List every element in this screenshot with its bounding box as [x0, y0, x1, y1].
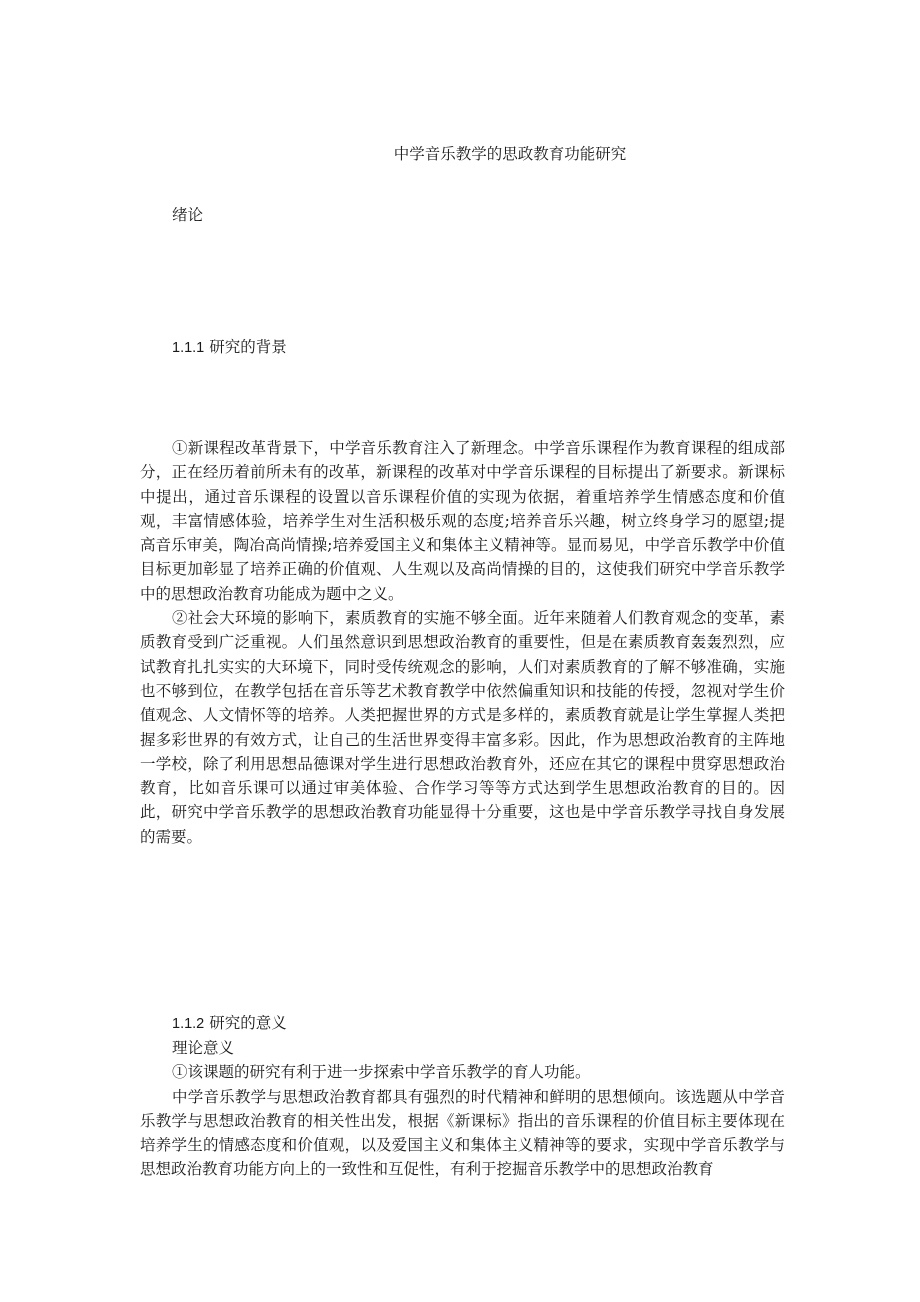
section-heading-background [172, 336, 287, 359]
section-title: 研究的背景 [209, 338, 287, 356]
section-title: 研究的意义 [209, 1014, 287, 1032]
background-section-body [140, 436, 785, 849]
background-paragraph: ①新课程改革背景下，中学音乐教育注入了新理念。中学音乐课程作为教育课程的组成部分，正在经历着前所未有的改革，新课程的改革对中学音乐课程的目标提出了新要求。新课标中提出，通过音乐课程的设置以音乐课程价值的实现为依据，着重培养学生情感态度和价值观，丰富情感体验，培养学生对生活积极乐观的态度;培养音乐兴趣，树立终身学习的愿望;提高音乐审美，陶冶高尚情操;培养爱国主义和集体主义精神等。显而易见，中学音乐教学中价值目标更加彰显了培养正确的价值观、人生观以及高尚情操的目的，这使我们研究中学音乐教学中的思想政治教育功能成为题中之义。 [140, 439, 785, 603]
significance-point: ①该课题的研究有利于进一步探索中学音乐教学的育人功能。 [172, 1063, 591, 1082]
section-heading-significance [172, 1012, 287, 1035]
intro-heading: 绪论 [172, 206, 204, 224]
significance-paragraph: 中学音乐教学与思想政治教育都具有强烈的时代精神和鲜明的思想倾向。该选题从中学音乐教学与思想政治教育的相关性出发，根据《新课标》指出的音乐课程的价值目标主要体现在培养学生的情感态度和价值观，以及爱国主义和集体主义精神等的要求，实现中学音乐教学与思想政治教育功能方向上的一致性和互促性，有利于挖掘音乐教学中的思想政治教育 [140, 1087, 785, 1179]
significance-section-body [140, 1036, 785, 1182]
section-number: 1.1.2 [172, 1016, 205, 1032]
document-title: 中学音乐教学的思政教育功能研究 [393, 145, 627, 163]
theory-subheading: 理论意义 [172, 1039, 235, 1057]
background-paragraph: ②社会大环境的影响下，素质教育的实施不够全面。近年来随着人们教育观念的变革，素质教育受到广泛重视。人们虽然意识到思想政治教育的重要性，但是在素质教育轰轰烈烈，应试教育扎扎实实的大环境下，同时受传统观念的影响，人们对素质教育的了解不够准确，实施也不够到位，在教学包括在音乐等艺术教育教学中依然偏重知识和技能的传授，忽视对学生价值观念、人文情怀等的培养。人类把握世界的方式是多样的，素质教育就是让学生掌握人类把握多彩世界的有效方式，让自己的生活世界变得丰富多彩。因此，作为思想政治教育的主阵地一学校，除了利用思想品德课对学生进行思想政治教育外，还应在其它的课程中贯穿思想政治教育，比如音乐课可以通过审美体验、合作学习等等方式达到学生思想政治教育的目的。因此，研究中学音乐教学的思想政治教育功能显得十分重要，这也是中学音乐教学寻找自身发展的需要。 [140, 609, 785, 846]
section-number: 1.1.1 [172, 340, 205, 356]
